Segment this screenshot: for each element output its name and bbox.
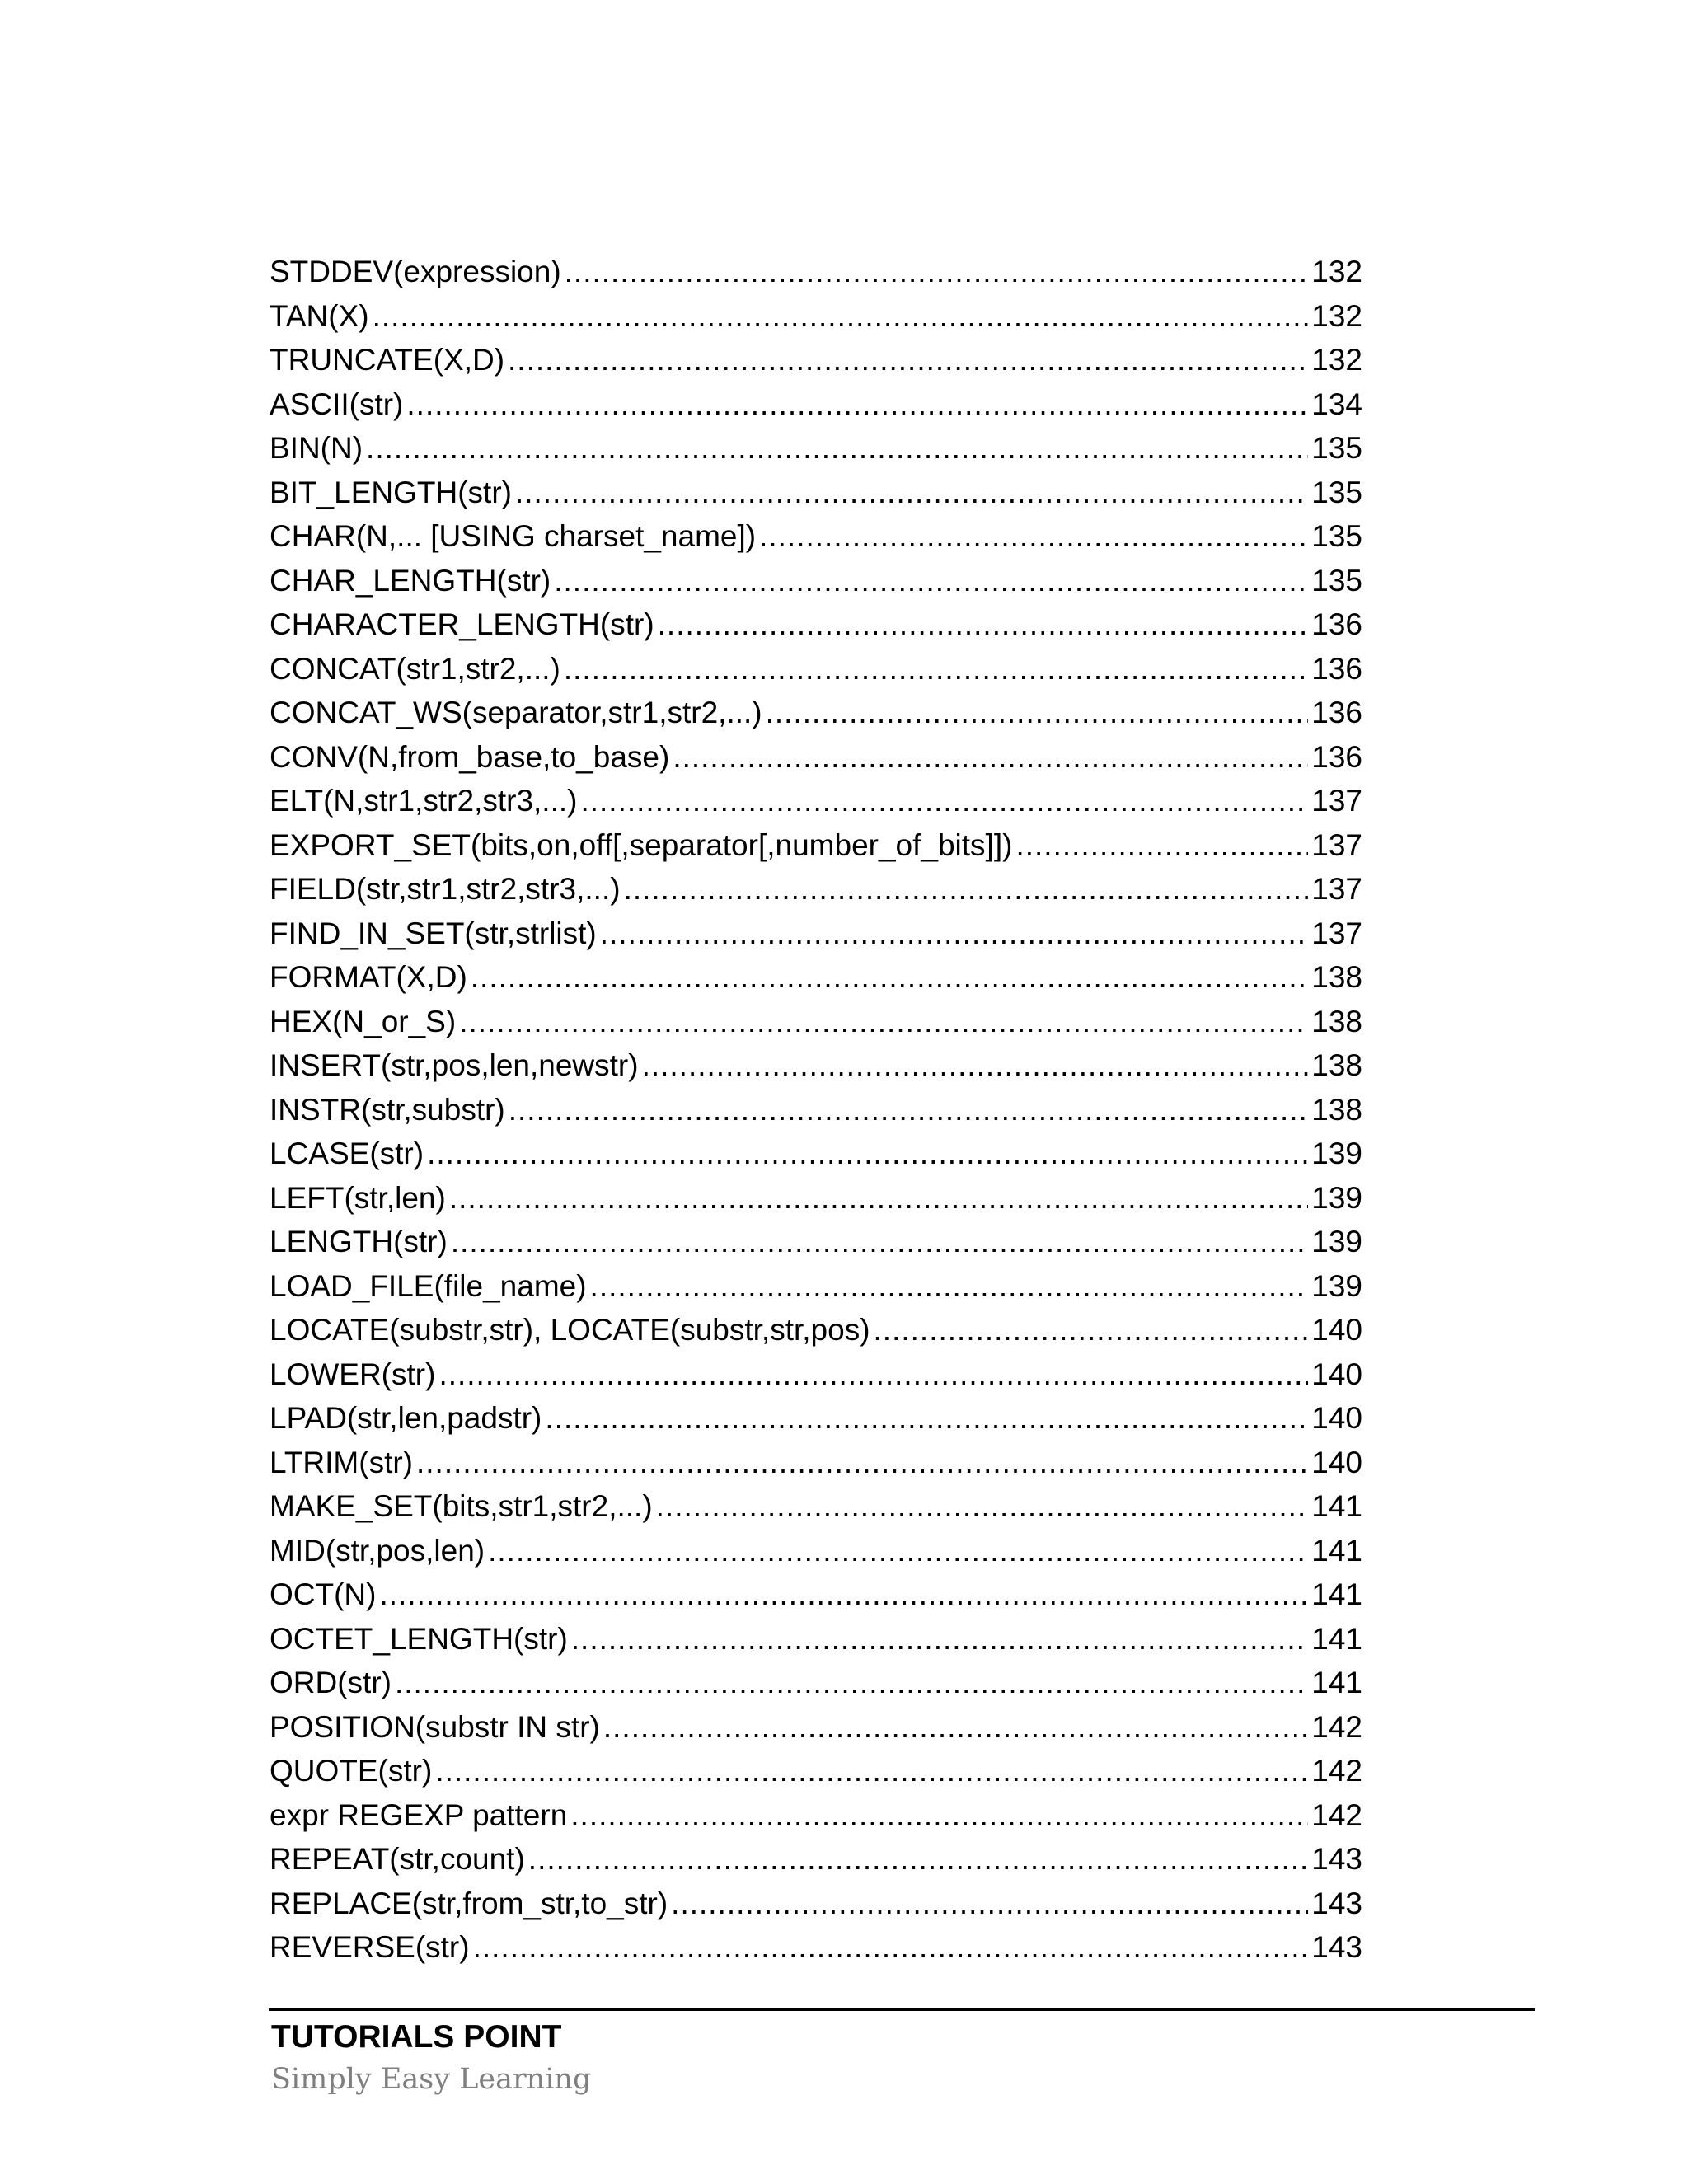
toc-entry-page: 138 — [1311, 1048, 1362, 1082]
toc-entry-page: 137 — [1311, 784, 1362, 818]
toc-entry-page: 140 — [1311, 1357, 1362, 1391]
footer-tagline: Simply Easy Learning — [271, 2063, 592, 2096]
toc-entry-title: CONV(N,from_base,to_base) — [270, 739, 670, 774]
toc-entry-page: 132 — [1311, 343, 1362, 377]
toc-dot-leader — [603, 1705, 1308, 1750]
toc-dot-leader — [673, 735, 1308, 780]
footer-brand: TUTORIALS POINT — [271, 2019, 562, 2055]
toc-entry-title: OCTET_LENGTH(str) — [270, 1621, 568, 1656]
toc-dot-leader — [658, 602, 1309, 647]
toc-entry-title: INSTR(str,substr) — [270, 1092, 505, 1127]
toc-dot-leader — [554, 559, 1308, 603]
toc-dot-leader — [528, 1837, 1308, 1882]
toc-entry-title: LCASE(str) — [270, 1137, 424, 1170]
toc-dot-leader — [416, 1441, 1308, 1485]
toc-entry[interactable] — [270, 1088, 1362, 1132]
toc-dot-leader — [766, 691, 1309, 735]
toc-dot-leader — [509, 1088, 1309, 1132]
toc-entry-title: FIND_IN_SET(str,strlist) — [270, 916, 597, 950]
toc-entry-title: CONCAT_WS(separator,str1,str2,...) — [270, 696, 762, 729]
toc-entry-title: OCT(N) — [270, 1577, 377, 1611]
toc-dot-leader — [580, 779, 1308, 823]
toc-entry[interactable] — [270, 471, 1362, 515]
toc-entry-page: 137 — [1311, 827, 1362, 862]
toc-entry[interactable] — [270, 559, 1362, 603]
toc-entry[interactable] — [270, 426, 1362, 471]
toc-entry[interactable] — [270, 867, 1362, 912]
toc-dot-leader — [508, 338, 1308, 382]
toc-entry-page: 135 — [1311, 519, 1362, 553]
toc-dot-leader — [459, 1000, 1308, 1044]
toc-dot-leader — [373, 294, 1309, 339]
toc-entry[interactable] — [270, 1572, 1362, 1617]
toc-entry-title: EXPORT_SET(bits,on,off[,separator[,number_of_bits]]) — [270, 827, 1013, 862]
toc-entry-title: HEX(N_or_S) — [270, 1004, 457, 1038]
toc-entry[interactable] — [270, 514, 1362, 559]
toc-entry-title: REPLACE(str,from_str,to_str) — [270, 1886, 668, 1920]
toc-dot-leader — [488, 1529, 1308, 1573]
toc-entry-page: 143 — [1311, 1930, 1362, 1964]
toc-entry[interactable] — [270, 1132, 1362, 1176]
toc-dot-leader — [545, 1396, 1308, 1441]
toc-entry[interactable] — [270, 1264, 1362, 1309]
toc-entry-title: STDDEV(expression) — [270, 255, 561, 288]
toc-entry-title: LEFT(str,len) — [270, 1180, 446, 1215]
toc-entry-title: LOCATE(substr,str), LOCATE(substr,str,pos) — [270, 1313, 870, 1347]
toc-dot-leader — [451, 1220, 1308, 1264]
table-of-contents — [270, 250, 1362, 1970]
toc-entry-page: 138 — [1311, 960, 1362, 994]
toc-entry[interactable] — [270, 1529, 1362, 1573]
toc-entry[interactable] — [270, 1484, 1362, 1529]
toc-entry-page: 136 — [1311, 696, 1362, 729]
toc-entry-title: REPEAT(str,count) — [270, 1842, 525, 1876]
toc-dot-leader — [427, 1132, 1308, 1176]
toc-dot-leader — [874, 1308, 1309, 1352]
toc-dot-leader — [759, 514, 1308, 559]
toc-entry-title: ASCII(str) — [270, 387, 404, 421]
toc-entry-title: LOAD_FILE(file_name) — [270, 1268, 587, 1303]
toc-entry[interactable] — [270, 1441, 1362, 1485]
toc-dot-leader — [471, 955, 1308, 1000]
toc-entry[interactable] — [270, 294, 1362, 339]
toc-entry-title: FORMAT(X,D) — [270, 960, 467, 994]
toc-entry[interactable] — [270, 647, 1362, 691]
toc-entry-page: 142 — [1311, 1754, 1362, 1788]
toc-entry-page: 139 — [1311, 1137, 1362, 1170]
toc-entry-page: 142 — [1311, 1797, 1362, 1832]
toc-entry-title: CHARACTER_LENGTH(str) — [270, 607, 654, 641]
toc-entry[interactable] — [270, 1617, 1362, 1661]
toc-entry-page: 135 — [1311, 431, 1362, 465]
toc-entry-page: 138 — [1311, 1092, 1362, 1127]
toc-entry-page: 139 — [1311, 1180, 1362, 1215]
toc-entry[interactable] — [270, 1661, 1362, 1705]
toc-entry-title: CONCAT(str1,str2,...) — [270, 651, 560, 686]
toc-entry-title: TRUNCATE(X,D) — [270, 343, 505, 377]
toc-entry[interactable] — [270, 955, 1362, 1000]
toc-dot-leader — [395, 1661, 1308, 1705]
toc-entry-title: LTRIM(str) — [270, 1445, 413, 1479]
toc-entry[interactable] — [270, 1176, 1362, 1221]
toc-entry-title: ORD(str) — [270, 1666, 392, 1699]
toc-entry-title: MAKE_SET(bits,str1,str2,...) — [270, 1489, 653, 1523]
toc-entry-page: 135 — [1311, 475, 1362, 509]
toc-entry[interactable] — [270, 1793, 1362, 1838]
toc-entry-page: 141 — [1311, 1533, 1362, 1568]
toc-entry-page: 143 — [1311, 1842, 1362, 1876]
toc-entry[interactable] — [270, 735, 1362, 780]
toc-dot-leader — [379, 1572, 1308, 1617]
toc-entry-title: TAN(X) — [270, 298, 369, 333]
toc-entry-title: LPAD(str,len,padstr) — [270, 1401, 542, 1435]
toc-entry[interactable] — [270, 1925, 1362, 1970]
toc-dot-leader — [515, 471, 1308, 515]
toc-entry[interactable] — [270, 1837, 1362, 1882]
toc-entry-title: FIELD(str,str1,str2,str3,...) — [270, 872, 621, 906]
toc-entry[interactable] — [270, 1352, 1362, 1397]
toc-entry-page: 141 — [1311, 1577, 1362, 1611]
toc-entry[interactable] — [270, 1000, 1362, 1044]
toc-entry-page: 137 — [1311, 872, 1362, 906]
toc-entry-page: 139 — [1311, 1268, 1362, 1303]
toc-dot-leader — [449, 1176, 1308, 1221]
toc-entry-page: 143 — [1311, 1886, 1362, 1920]
toc-dot-leader — [671, 1882, 1308, 1926]
toc-entry-page: 141 — [1311, 1489, 1362, 1523]
toc-entry[interactable] — [270, 1308, 1362, 1352]
toc-entry[interactable] — [270, 1043, 1362, 1088]
toc-dot-leader — [600, 912, 1309, 956]
toc-entry-title: POSITION(substr IN str) — [270, 1709, 600, 1744]
toc-entry-title: ELT(N,str1,str2,str3,...) — [270, 784, 578, 818]
toc-entry[interactable] — [270, 382, 1362, 427]
toc-dot-leader — [564, 647, 1308, 691]
toc-dot-leader — [565, 250, 1309, 294]
toc-dot-leader — [624, 867, 1309, 912]
toc-entry-title: BIN(N) — [270, 431, 363, 465]
toc-entry-page: 134 — [1311, 387, 1362, 421]
toc-dot-leader — [570, 1793, 1308, 1838]
toc-dot-leader — [366, 426, 1308, 471]
toc-entry-page: 136 — [1311, 739, 1362, 774]
toc-entry-page: 138 — [1311, 1004, 1362, 1038]
toc-entry-page: 140 — [1311, 1445, 1362, 1479]
toc-entry-page: 137 — [1311, 916, 1362, 950]
toc-entry-page: 141 — [1311, 1621, 1362, 1656]
toc-entry-page: 132 — [1311, 298, 1362, 333]
toc-entry-page: 135 — [1311, 563, 1362, 598]
toc-dot-leader — [473, 1925, 1309, 1970]
toc-dot-leader — [656, 1484, 1309, 1529]
toc-entry-title: LENGTH(str) — [270, 1225, 448, 1258]
toc-entry-page: 132 — [1311, 255, 1362, 288]
toc-entry[interactable] — [270, 250, 1362, 294]
toc-entry[interactable] — [270, 1396, 1362, 1441]
toc-entry[interactable] — [270, 1749, 1362, 1793]
toc-entry[interactable] — [270, 602, 1362, 647]
toc-entry-page: 140 — [1311, 1313, 1362, 1347]
toc-entry[interactable] — [270, 823, 1362, 868]
toc-entry[interactable] — [270, 779, 1362, 823]
toc-entry-title: expr REGEXP pattern — [270, 1797, 568, 1832]
toc-dot-leader — [435, 1749, 1308, 1793]
toc-entry[interactable] — [270, 691, 1362, 735]
toc-dot-leader — [590, 1264, 1309, 1309]
footer-divider — [269, 2008, 1535, 2011]
toc-dot-leader — [438, 1352, 1308, 1397]
toc-entry[interactable] — [270, 1705, 1362, 1750]
toc-entry[interactable] — [270, 912, 1362, 956]
toc-entry-page: 139 — [1311, 1225, 1362, 1258]
toc-entry[interactable] — [270, 338, 1362, 382]
toc-entry-title: LOWER(str) — [270, 1357, 436, 1391]
toc-entry-title: BIT_LENGTH(str) — [270, 475, 512, 509]
toc-entry-page: 136 — [1311, 651, 1362, 686]
toc-entry-page: 136 — [1311, 607, 1362, 641]
toc-entry-title: CHAR(N,... [USING charset_name]) — [270, 519, 757, 553]
toc-dot-leader — [1015, 823, 1308, 868]
toc-entry-page: 142 — [1311, 1709, 1362, 1744]
toc-entry-title: MID(str,pos,len) — [270, 1533, 485, 1568]
toc-entry-title: CHAR_LENGTH(str) — [270, 563, 551, 598]
toc-entry-page: 140 — [1311, 1401, 1362, 1435]
toc-dot-leader — [642, 1043, 1309, 1088]
toc-dot-leader — [571, 1617, 1308, 1661]
toc-entry-title: INSERT(str,pos,len,newstr) — [270, 1048, 639, 1082]
toc-entry[interactable] — [270, 1220, 1362, 1264]
toc-entry[interactable] — [270, 1882, 1362, 1926]
toc-entry-title: QUOTE(str) — [270, 1754, 433, 1788]
toc-entry-page: 141 — [1311, 1666, 1362, 1699]
toc-dot-leader — [406, 382, 1308, 427]
toc-entry-title: REVERSE(str) — [270, 1930, 470, 1964]
